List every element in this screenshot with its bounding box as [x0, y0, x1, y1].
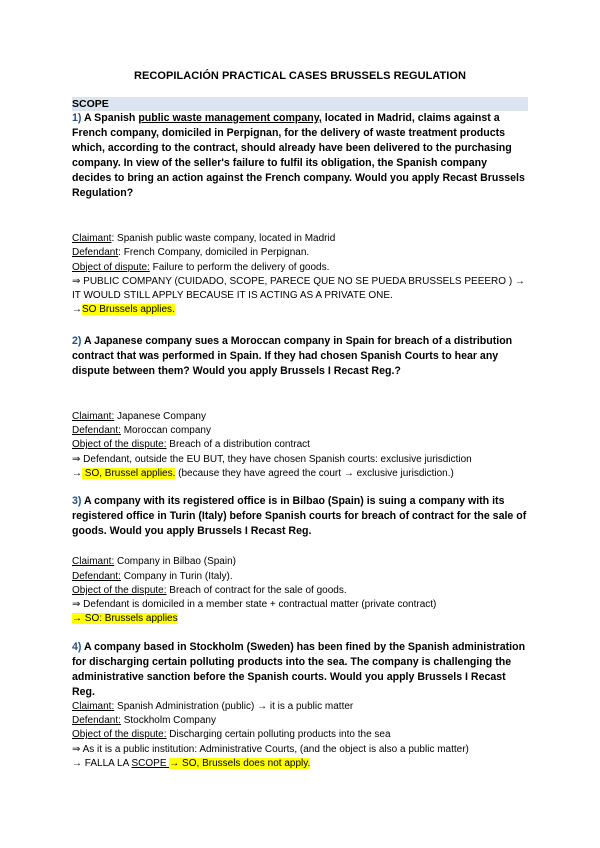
case-2	[72, 334, 528, 481]
case-3	[72, 494, 528, 626]
question-text: A company based in Stockholm (Sweden) has been fined by the Spanish administration for discharging certain polluting products into the sea. The company is challenging the administrative sanction before the Spanish courts. Would you apply Brussels I Recast Reg.	[72, 640, 526, 698]
defendant-value: : French Company, domiciled in Perpignan.	[118, 247, 310, 259]
defendant-line	[72, 246, 528, 260]
reasoning-line: ⇒ Defendant, outside the EU BUT, they have chosen Spanish courts: exclusive jurisdiction	[72, 453, 472, 465]
claimant-line	[72, 700, 528, 714]
conclusion-line	[72, 467, 528, 481]
conclusion-arrow: →	[72, 304, 82, 316]
conclusion-line	[72, 303, 528, 317]
case-4	[72, 640, 528, 771]
conclusion-prefix: → FALLA LA	[72, 757, 132, 769]
claimant-line	[72, 555, 528, 569]
conclusion-highlight: → SO, Brussels does not apply.	[169, 757, 311, 769]
claimant-label: Claimant	[72, 233, 112, 244]
case-number: 4)	[72, 640, 82, 653]
claimant-line	[72, 410, 528, 424]
conclusion-scope-word: SCOPE	[131, 757, 170, 769]
defendant-value: Company in Turin (Italy).	[120, 570, 233, 582]
defendant-label: Defendant	[72, 247, 119, 259]
defendant-line	[72, 714, 528, 728]
document-title: RECOPILACIÓN PRACTICAL CASES BRUSSELS REGULATION	[133, 70, 466, 82]
object-label: Object of the dispute:	[72, 729, 167, 741]
claimant-label: Claimant:	[72, 556, 115, 568]
object-value: Failure to perform the delivery of goods.	[149, 261, 330, 273]
case-number: 3)	[72, 495, 82, 508]
object-label: Object of the dispute:	[72, 439, 167, 451]
object-line	[72, 728, 528, 742]
case-question	[72, 111, 528, 201]
case-question	[72, 494, 528, 539]
reasoning-line: ⇒ PUBLIC COMPANY (CUIDADO, SCOPE, PARECE QUE NO SE PUEDA BRUSSELS PEEERO ) → IT WOULD STILL APPLY BECAUSE IT IS ACTING AS A PRIVATE ONE.	[72, 275, 525, 302]
question-text: A Spanish	[81, 112, 139, 124]
conclusion-line	[72, 757, 528, 771]
question-text: A Japanese company sues a Moroccan company in Spain for breach of a distribution contract that was performed in Spain. If they had chosen Spanish Courts to hear any dispute between them? Would you apply Brussels I Recast Reg.?	[72, 334, 513, 377]
case-question	[72, 640, 528, 700]
defendant-line	[72, 570, 528, 584]
defendant-label: Defendant:	[72, 715, 121, 727]
document-page	[72, 70, 528, 771]
claimant-value: : Spanish public waste company, located in Madrid	[111, 233, 336, 244]
claimant-value: Japanese Company	[114, 410, 206, 422]
object-label: Object of dispute:	[72, 261, 150, 273]
question-text: A company with its registered office is in Bilbao (Spain) is suing a company with its registered office in Turin (Italy) before Spanish courts for breach of contract for the sale of goods. Would you apply Brussels I Recast Reg.	[72, 495, 527, 538]
question-text-rest: located in Madrid, claims against a French company, domiciled in Perpignan, for the delivery of waste treatment products which, according to the contract, should already have been delivered to the purchasing company. In view of the seller's failure to fulfil its obligation, the Spanish company decides to bring an action against the French company. Would you apply Recast Brussels Regulation?	[72, 112, 525, 199]
conclusion-highlight: SO Brussels applies.	[82, 304, 175, 316]
conclusion-highlight: SO, Brussel applies.	[82, 467, 176, 479]
conclusion-highlight: → SO: Brussels applies	[72, 613, 178, 625]
conclusion-line	[72, 612, 528, 626]
defendant-label: Defendant:	[72, 425, 121, 437]
object-line	[72, 261, 528, 275]
defendant-line	[72, 424, 528, 438]
case-number: 2)	[72, 334, 82, 347]
defendant-value: Stockholm Company	[120, 715, 216, 727]
claimant-value: Spanish Administration (public) → it is a public matter	[114, 700, 354, 712]
reasoning-line: ⇒ As it is a public institution: Administrative Courts, (and the object is also a public matter)	[72, 743, 469, 755]
defendant-value: Moroccan company	[120, 425, 211, 437]
conclusion-note: (because they have agreed the court → exclusive jurisdiction.)	[175, 467, 454, 479]
question-underlined: public waste management company,	[138, 112, 322, 124]
conclusion-arrow: →	[72, 467, 82, 479]
object-label: Object of the dispute:	[72, 584, 167, 596]
claimant-label: Claimant:	[72, 700, 115, 712]
claimant-line	[72, 232, 528, 246]
reasoning-line: ⇒ Defendant is domiciled in a member state + contractual matter (private contract)	[72, 599, 437, 611]
case-1	[72, 111, 528, 318]
case-question	[72, 334, 528, 379]
object-line	[72, 438, 528, 452]
object-line	[72, 584, 528, 598]
object-value: Discharging certain polluting products into the sea	[166, 729, 391, 741]
object-value: Breach of contract for the sale of goods.	[166, 584, 347, 596]
claimant-label: Claimant:	[72, 410, 115, 422]
claimant-value: Company in Bilbao (Spain)	[114, 556, 236, 568]
defendant-label: Defendant:	[72, 570, 121, 582]
object-value: Breach of a distribution contract	[166, 439, 310, 451]
case-number: 1)	[72, 112, 82, 124]
section-heading-scope: SCOPE	[72, 97, 528, 111]
